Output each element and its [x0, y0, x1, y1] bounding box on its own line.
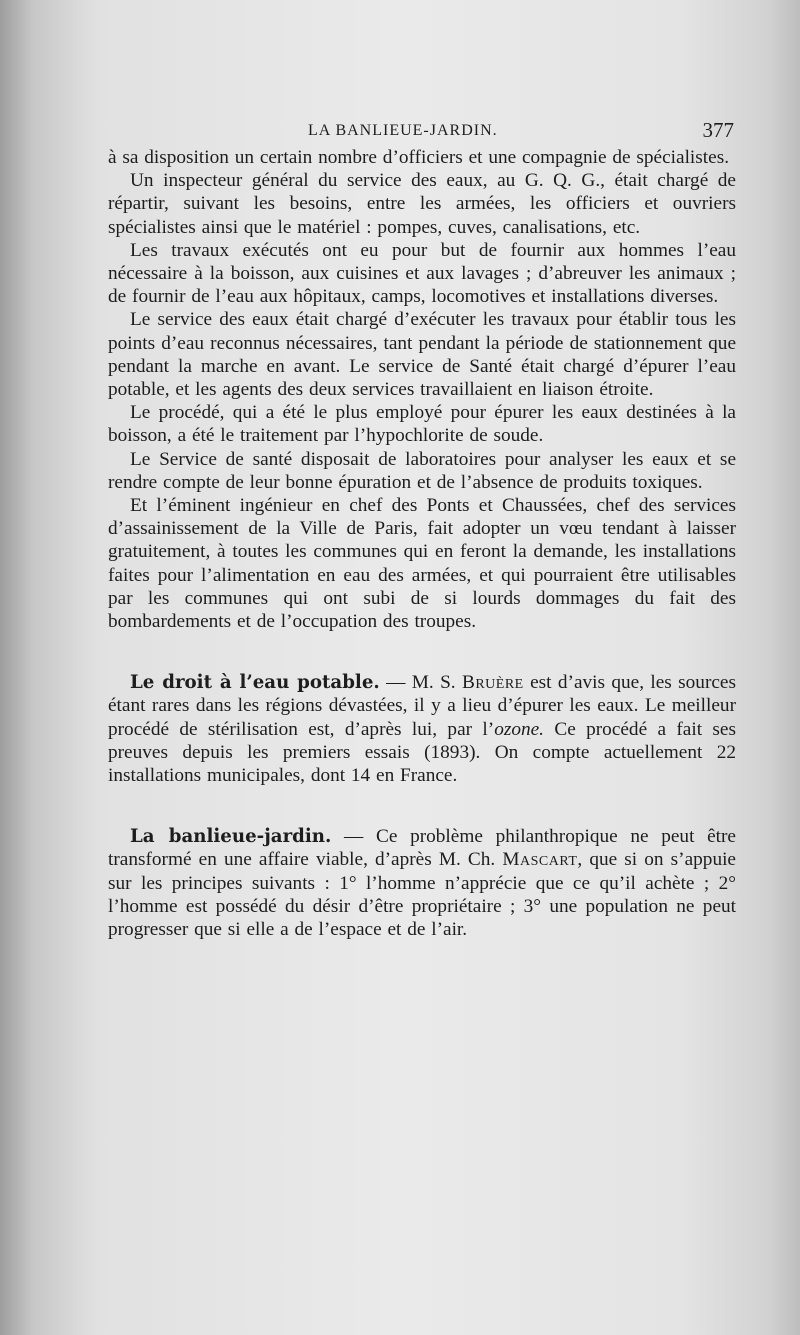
paragraph-travaux: Les travaux exécutés ont eu pour but de fournir aux hommes l’eau nécessaire à la boisson, aux cuisines et aux lavages ; d’abreuver les animaux ; de fournir de l’eau aux hôpitaux, camps, locomotives et installations diverses. — [108, 239, 736, 308]
section-heading: Le droit à l’eau potable. — [130, 672, 380, 694]
page-number: 377 — [702, 118, 734, 142]
emphasis-text: ozone. — [494, 718, 544, 740]
running-head — [108, 118, 736, 146]
author-name: Mascart — [502, 849, 578, 871]
section-heading: La banlieue-jardin. — [130, 826, 332, 848]
running-title: LA BANLIEUE-JARDIN. — [308, 122, 498, 139]
section-text: , que si on s’appuie sur les principes suivants : 1° l’homme n’apprécie que ce qu’il achète ; 2° l’homme est possédé du désir d’être propriétaire ; 3° une population ne peut progresser que si elle a de l’espace et de l’air. — [108, 849, 736, 941]
section-eau-potable — [108, 671, 736, 787]
paragraph-procede: Le procédé, qui a été le plus employé pour épurer les eaux destinées à la boisson, a été le traitement par l’hypochlorite de soude. — [108, 402, 736, 447]
book-page — [108, 118, 736, 941]
section-text: Ce procédé a fait ses preuves depuis les premiers essais (1893). On compte actuellement 22 installations municipales, dont 14 en France. — [108, 718, 736, 787]
paragraph-ingenieur: Et l’éminent ingénieur en chef des Ponts et Chaussées, chef des services d’assainissement de la Ville de Paris, fait adopter un vœu tendant à laisser gratuitement, à toutes les communes qui en feront la demande, les installations faites pour l’alimentation en eau des armées, et qui pourraient être utilisables par les communes qui ont subi de si lourds dommages du fait des bombardements et de l’occupation des troupes. — [108, 495, 736, 633]
paragraph-continued: à sa disposition un certain nombre d’officiers et une compagnie de spécialistes. — [108, 147, 730, 168]
section-text: est d’avis que, les sources étant rares dans les régions dévastées, il y a lieu d’épurer les eaux. Le meilleur procédé de stérilisation est, d’après lui, par l’ — [108, 672, 736, 740]
section-dash: — M. S. — [379, 672, 462, 694]
paragraph-inspecteur: Un inspecteur général du service des eaux, au G. Q. G., était chargé de répartir, suivant les besoins, entre les armées, les officiers et ouvriers spécialistes ainsi que le matériel : pompes, cuves, canalisations, etc. — [108, 170, 736, 238]
paragraph-service-eaux: Le service des eaux était chargé d’exécuter les travaux pour établir tous les points d’eau reconnus nécessaires, tant pendant la période de stationnement que pendant la marche en avant. Le service de Santé était chargé d’épurer l’eau potable, et les agents des deux services travaillaient en liaison étroite. — [108, 309, 736, 401]
paragraph-service-sante: Le Service de santé disposait de laboratoires pour analyser les eaux et se rendre compte de leur bonne épuration et de l’absence de produits toxiques. — [108, 448, 736, 493]
section-banlieue-jardin — [108, 825, 736, 941]
author-name: Bruère — [461, 672, 524, 694]
section-text: — Ce problème philanthropique ne peut être transformé en une affaire viable, d’après M. Ch. — [108, 826, 736, 871]
